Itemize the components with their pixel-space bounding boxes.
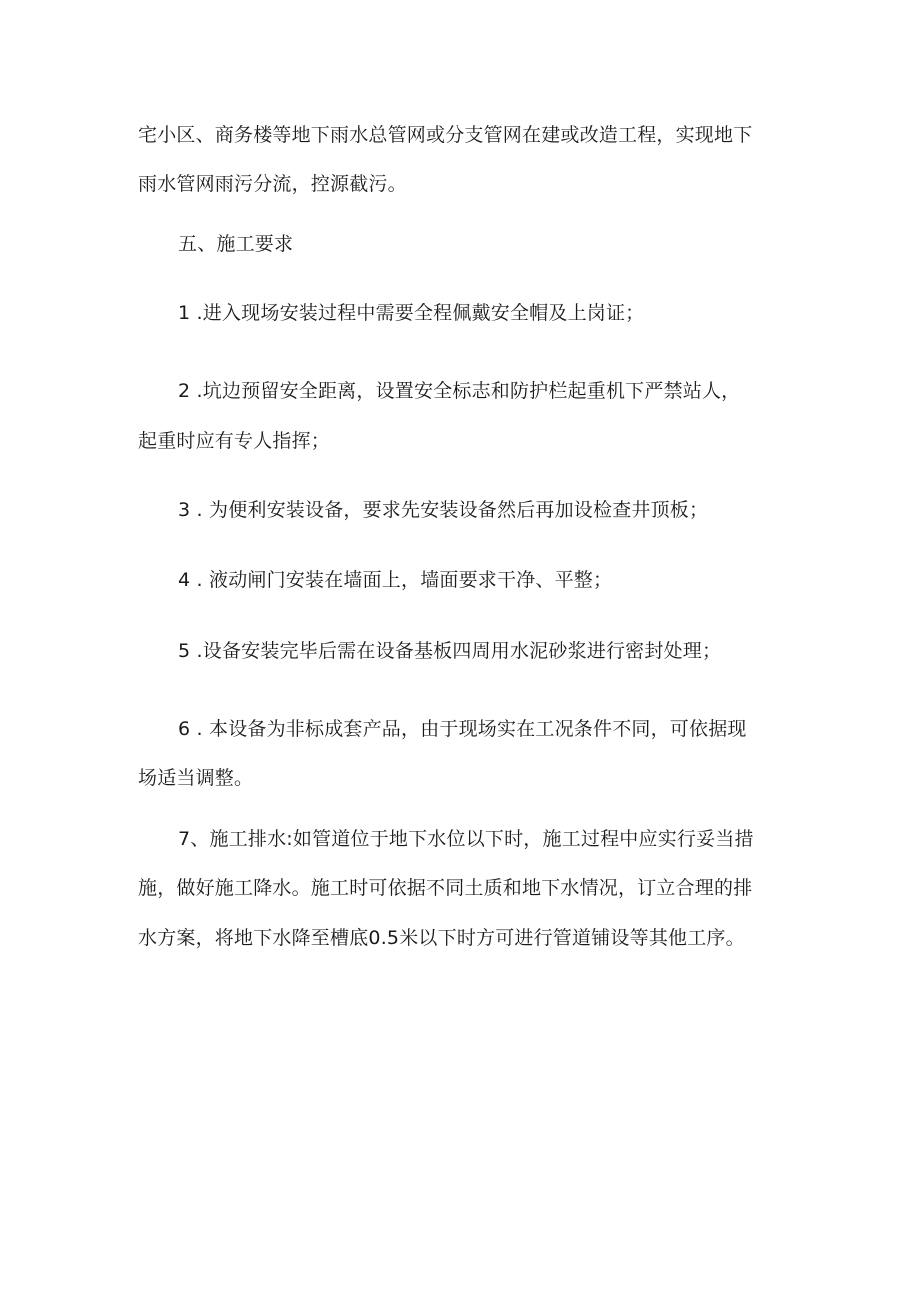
paragraph-intro-line-1: 宅小区、商务楼等地下雨水总管网或分支管网在建或改造工程，实现地下 bbox=[138, 124, 753, 146]
requirement-item-5: 5 .设备安装完毕后需在设备基板四周用水泥砂浆进行密封处理； bbox=[178, 640, 722, 662]
paragraph-intro-line-2: 雨水管网雨污分流，控源截污。 bbox=[138, 173, 407, 195]
requirement-item-7-line-2: 施，做好施工降水。施工时可依据不同土质和地下水情况，订立合理的排 bbox=[138, 877, 753, 899]
requirement-item-1: 1 .进入现场安装过程中需要全程佩戴安全帽及上岗证； bbox=[178, 302, 645, 324]
requirement-item-7-line-1: 7、施工排水:如管道位于地下水位以下时，施工过程中应实行妥当措 bbox=[178, 828, 754, 850]
requirement-item-7-line-3: 水方案，将地下水降至槽底0.5米以下时方可进行管道铺设等其他工序。 bbox=[138, 927, 745, 949]
requirement-item-2-line-2: 起重时应有专人指挥； bbox=[138, 430, 331, 452]
section-heading-construction-requirements: 五、施工要求 bbox=[178, 233, 294, 255]
requirement-item-4: 4 . 液动闸门安装在墙面上，墙面要求干净、平整； bbox=[178, 569, 613, 591]
requirement-item-6-line-1: 6 . 本设备为非标成套产品，由于现场实在工况条件不同，可依据现 bbox=[178, 718, 747, 740]
requirement-item-6-line-2: 场适当调整。 bbox=[138, 767, 254, 789]
requirement-item-3: 3 . 为便利安装设备，要求先安装设备然后再加设检查井顶板； bbox=[178, 499, 709, 521]
requirement-item-2-line-1: 2 .坑边预留安全距离，设置安全标志和防护栏起重机下严禁站人， bbox=[178, 380, 741, 402]
